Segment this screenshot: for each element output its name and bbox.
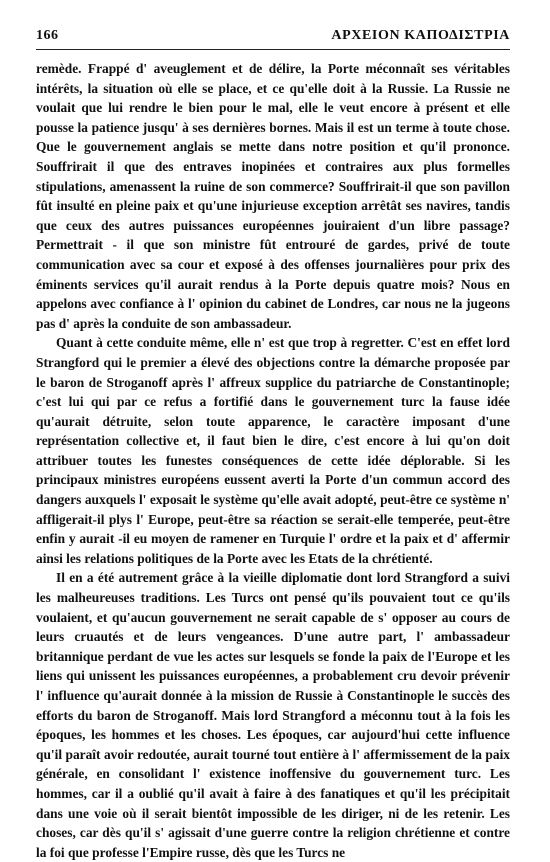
paragraph-1: remède. Frappé d' aveuglement et de délire, la Porte méconnaît ses véritables intérêts, la situation où elle se place, et ce qu'elle doit à la Russie. La Russie ne voulait que lui rendre le bien pour le mal, elle le veut encore à présent et elle pousse la patience jusqu' à ses dernières bornes. Mais il est un terme à toute chose. Que le gouvernement anglais se mette dans notre position et qu'il prononce. Souffrirait il que des entraves inopinées et contraires aux plus formelles stipulations, amenassent la ruine de son commerce? Souffrirait-il que son pavillon fût insulté en pleine paix et qu'une injurieuse exception arrêtât ses navires, tandis que ceux des autres puissances européennes jouiraient d'un libre passage? Permettrait - il que son ministre fût entrouré de gardes, privé de toute communication avec sa cour et exposé à des offenses journalières pour prix des éminents services qu'il aurait rendus à la Porte depuis quatre mois? Nous en appelons avec confiance à l' opinion du cabinet de Londres, car nous ne la jugeons pas d' après la conduite de son ambassadeur. — [36, 61, 510, 331]
header-rule — [36, 49, 510, 50]
page-number: 166 — [36, 28, 59, 43]
running-header — [36, 22, 510, 44]
running-title: ΑΡΧΕΙΟΝ ΚΑΠΟΔΙΣΤΡΙΑ — [331, 28, 510, 43]
paragraph-3: Il en a été autrement grâce à la vieille diplomatie dont lord Strangford a suivi les malheureuses traditions. Les Turcs ont pensé qu'ils pouvaient tout ce qu'ils voulaient, et qu'aucun gouvernement ne serait capable de s' opposer au cours de leurs cruautés et de leurs vengeances. D'une autre part, l' ambassadeur britannique perdant de vue les actes sur lesquels se fonde la paix de l'Europe et les liens qui unissent les puissances européennes, a probablement cru devoir prévenir l' influence qu'aurait donnée à la mission de Russie à Constantinople le succès des efforts du baron de Stroganoff. Mais lord Strangford a méconnu tout à la fois les époques, les hommes et les choses. Les époques, car aujourd'hui cette influence qu'il paraît avoir redoutée, aurait tourné tout entière à l' affermissement de la paix générale, en consolidant l' existence inoffensive du gouvernement turc. Les hommes, car il a oublié qu'il avait à faire à des fanatiques et qu'il les précipitait dans une voie où il serait bientôt impossible de les diriger, ni de les retenir. Les choses, car dès qu'il s' agissait d'une guerre contre la religion chrétienne et contre la foi que professe l'Empire russe, dès que les Turcs ne — [36, 570, 510, 860]
body-text — [36, 59, 510, 862]
paragraph-2: Quant à cette conduite même, elle n' est que trop à regretter. C'est en effet lord Strangford qui le premier a élevé des objections contre la démarche proposée par le baron de Stroganoff après l' affreux supplice du patriarche de Constantinople; c'est lui qui par ce refus a fortifié dans le gouvernement turc la fause idée qu'aurait détruite, selon toute apparence, le caractère imposant d'une représentation collective et, il faut bien le dire, c'est encore à lui qu'on doit attribuer toutes les funestes conséquences de cette idée déplorable. Si les principaux ministres européens eussent averti la Porte d'un commun accord des dangers auxquels l' exposait le système qu'elle avait adopté, peut-être ce système n' affligerait-il plys l' Europe, peut-être sa réaction se serait-elle temperée, peut-être enfin y aurait -il eu moyen de ramener en Turquie l' ordre et la paix et d' affermir ainsi les relations politiques de la Porte avec les Etats de la chrétienté. — [36, 335, 510, 566]
